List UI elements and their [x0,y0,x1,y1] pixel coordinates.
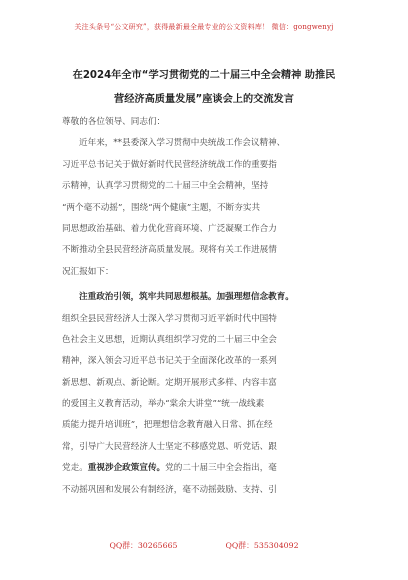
title-line: 营经济高质量发展”座谈会上的交流发言 [114,94,294,105]
qq-group-2: QQ群：535304092 [225,541,299,550]
body-line: 常，引导广大民营经济人士坚定不移感党恩、听党话、跟 [62,441,277,452]
document-body [62,112,346,501]
body-text: 党走。 [62,463,88,474]
contact-footer [0,540,408,551]
paragraph-political-guidance [62,287,346,501]
salutation: 尊敬的各位领导、同志们： [62,117,166,127]
body-line: 同思想政治基础、着力优化营商环境、广泛凝聚工作合力 [62,223,277,234]
body-line: 色社会主义思想，近期认真组织学习党的二十届三中全会 [62,334,277,345]
title-line: 在2024年全市“学习贯彻党的二十届三中全会精神 助推民 [72,70,336,81]
body-line: 不断推动全县民营经济高质量发展。现将有关工作进展情 [62,245,277,256]
body-line: 近年来，**县委深入学习贯彻中央统战工作会议精神、 [79,138,286,149]
body-line: 新思想、新观点、新论断。定期开展形式多样、内容丰富 [62,377,277,388]
body-line: 的爱国主义教育活动，举办“棠余大讲堂”“统一战线素 [62,399,265,410]
body-line: 习近平总书记关于做好新时代民营经济统战工作的重要指 [62,159,277,170]
subsection-heading: 重视涉企政策宣传。 [87,463,166,474]
body-line: 精神，深入领会习近平总书记关于全面深化改革的一系列 [62,356,277,367]
body-line: 组织全县民营经济人士深入学习贯彻习近平新时代中国特 [62,313,277,324]
body-line: 不动摇巩固和发展公有制经济，毫不动摇鼓励、支持、引 [62,484,277,495]
document-title [44,64,364,112]
body-line: “两个毫不动摇”，围绕“两个健康”主题，不断夯实共 [62,202,261,213]
body-text: 党的二十届三中全会指出，毫 [165,463,277,474]
body-line: 况汇报如下： [62,266,114,277]
section-heading: 注重政治引领，筑牢共同思想根基。加强理想信念教育。 [79,292,294,303]
qq-group-1: QQ群：30265665 [109,541,178,550]
paragraph-intro [62,133,346,283]
promo-banner: 关注头条号“公文研究”，获得最新最全最专业的公文资料库！ 微信：gongwenyj [74,23,334,31]
body-line: 示精神，认真学习贯彻党的二十届三中全会精神，坚持 [62,181,269,192]
body-line [62,458,346,479]
body-line: 质能力提升培训班”，把理想信念教育融入日常、抓在经 [62,420,273,431]
